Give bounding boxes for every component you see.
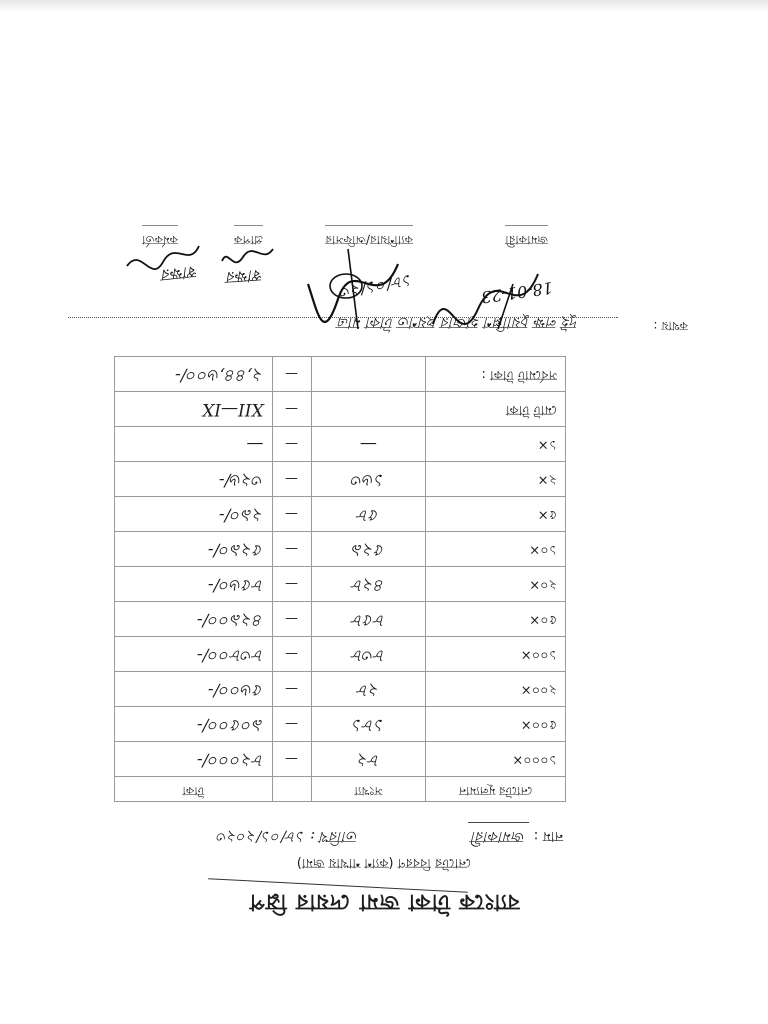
row-count: ২৮ [311, 672, 426, 707]
row-denomination: ২০× [426, 567, 566, 602]
row-denomination: ১× [426, 427, 566, 462]
row-denomination: ৫× [426, 497, 566, 532]
document-subtitle: নোটের বিবরণ (ক্যাশ শাখায় জমা) [296, 855, 472, 870]
row-dash: — [272, 567, 311, 602]
row-amount: ২৯০/- [115, 497, 273, 532]
signature-scribble-receiver [218, 239, 278, 269]
in-words-value: দুই লক্ষ চুয়াল্লিশ হাজার ছয়শত টাকা মাত্র [337, 314, 578, 332]
signature-officer: স্বাক্ষর [161, 262, 199, 285]
row-dash: — [272, 742, 311, 777]
table-row [115, 532, 566, 567]
row-denomination: ১০× [426, 532, 566, 567]
grand-total-label: সর্বমোট টাকা : [426, 357, 566, 392]
row-count: ৮২ [311, 742, 426, 777]
row-dash: — [272, 672, 311, 707]
signature-scribble-depositor [423, 254, 543, 334]
row-denomination: ৫০× [426, 602, 566, 637]
row-count: — [311, 427, 426, 462]
row-count: ৫৮ [311, 497, 426, 532]
row-dash: — [272, 532, 311, 567]
header-amount: টাকা [115, 777, 273, 802]
row-amount: ৮৩৮০০/- [115, 637, 273, 672]
total-label: মোট টাকা [426, 392, 566, 427]
signature-scribble-officer [123, 236, 203, 276]
row-dash: — [272, 462, 311, 497]
row-amount: ৪২৯০০/- [115, 602, 273, 637]
table-row [115, 707, 566, 742]
grand-total-amount: ২,৪৪,৬০০/- [115, 357, 273, 392]
table-row [115, 637, 566, 672]
row-amount: ৫২৯০/- [115, 532, 273, 567]
name-value: জমাকারী [468, 822, 530, 848]
sig-label-receiver: প্রাপক [234, 225, 263, 248]
row-dash: — [272, 497, 311, 532]
total-amount: XII—IX [115, 392, 273, 427]
row-denomination: ২০০× [426, 672, 566, 707]
date-field [217, 823, 358, 848]
row-count: ৪২৮ [311, 567, 426, 602]
signature-receiver: স্বাক্ষর [226, 265, 264, 288]
row-dash: — [272, 637, 311, 672]
table-row [115, 427, 566, 462]
table-row [115, 497, 566, 532]
header-separator [272, 777, 311, 802]
document-title: ব্যাংকে টাকা জমা দেয়ার স্লিপ [248, 889, 520, 914]
row-count: ৫২৯ [311, 532, 426, 567]
row-count: ১৬৩ [311, 462, 426, 497]
row-count: ১৮১ [311, 707, 426, 742]
row-amount: ৯০৫০০/- [115, 707, 273, 742]
header-count: সংখ্যা [311, 777, 426, 802]
date-value: তারিখ : ১৮/০১/২০২৩ [217, 828, 358, 846]
table-row-grand-total [115, 357, 566, 392]
row-dash: — [272, 357, 311, 392]
grand-total-count [311, 357, 426, 392]
sig-label-officer: কর্মকর্তা [142, 225, 178, 248]
row-dash: — [272, 707, 311, 742]
table-row [115, 602, 566, 637]
table-row [115, 742, 566, 777]
row-denomination: ৫০০× [426, 707, 566, 742]
header-denomination: নোটের মূল্যমান [426, 777, 566, 802]
table-row-total [115, 392, 566, 427]
table-header-row [115, 777, 566, 802]
table-row [115, 672, 566, 707]
table-row [115, 462, 566, 497]
row-dash: — [272, 427, 311, 462]
row-denomination: ২× [426, 462, 566, 497]
row-amount: — [115, 427, 273, 462]
sig-label-depositor: জমাকারী [505, 225, 548, 248]
row-denomination: ১০০× [426, 637, 566, 672]
row-amount: ৮৫৬০/- [115, 567, 273, 602]
row-dash: — [272, 602, 311, 637]
signature-depositor: 18-01-23 [480, 278, 554, 307]
row-amount: ৫৬০০/- [115, 672, 273, 707]
name-field [468, 822, 563, 848]
denomination-table [114, 356, 566, 802]
sig-label-cashier: ক্যাশিয়ার/অফিসার [325, 225, 413, 248]
row-amount: ৩২৬/- [115, 462, 273, 497]
total-count [311, 392, 426, 427]
name-label: নাম : [533, 828, 563, 844]
row-count: ৮৩৮ [311, 637, 426, 672]
row-dash: — [272, 392, 311, 427]
row-denomination: ১০০০× [426, 742, 566, 777]
table-row [115, 567, 566, 602]
in-words-label: কথায় : [653, 319, 688, 333]
row-amount: ৮২০০০/- [115, 742, 273, 777]
signature-scribble-cashier [298, 244, 408, 334]
signature-cashier: ১৮/০১/২৩ [338, 270, 415, 303]
row-count: ৮৫৮ [311, 602, 426, 637]
